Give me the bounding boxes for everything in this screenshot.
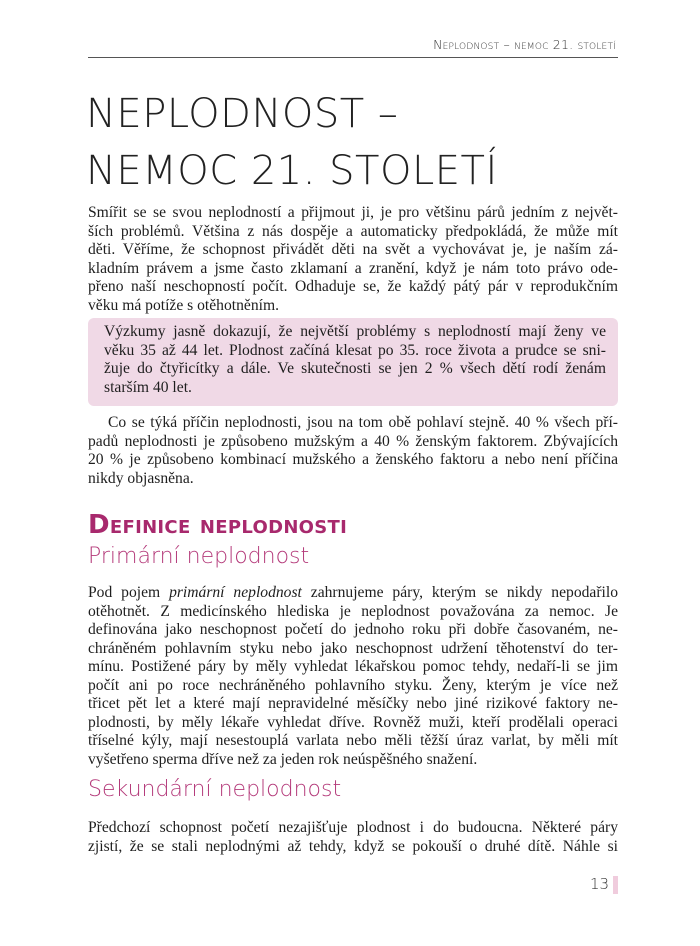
intro-paragraph xyxy=(88,204,618,315)
text-line: mínu. Postižené páry by měly vyhledat lékařskou pomoc tehdy, nedaří-li se jim xyxy=(88,658,618,675)
title-line: NEPLODNOST – xyxy=(86,91,399,137)
text-segment: zahrnujeme páry, kterým se nikdy nepodařilo xyxy=(301,584,618,601)
text-line: tříselné kýly, mají nesestouplá varlata nebo měli těžší úraz varlat, by měli mít xyxy=(88,732,618,749)
text-line: starším 40 let. xyxy=(104,378,192,396)
text-segment: Pod pojem xyxy=(88,584,170,601)
text-line: zjistí, že se stali neplodnými až tehdy, když se pokouší o druhé dítě. Náhle si xyxy=(88,837,618,855)
text-line: Smířit se se svou neplodností a přijmout ji, je pro většinu párů jedním z největ- xyxy=(88,204,618,221)
text-line: počít ani po roce nechráněného pohlavního styku. Ženy, kterým je více než xyxy=(88,676,618,694)
text-line: děti. Věříme, že schopnost přivádět děti na svět a vychovávat je, je naším zá- xyxy=(88,241,618,258)
text-line: definována jako neschopnost početí do jednoho roku při dobře časovaném, ne- xyxy=(88,621,618,638)
running-head: Neplodnost – nemoc 21. století xyxy=(433,37,616,52)
subsection-heading-primary: Primární neplodnost xyxy=(88,544,310,569)
subsection-heading-secondary: Sekundární neplodnost xyxy=(88,777,342,802)
text-line: přeno naší neschopností počít. Odhaduje se, že každý pátý pár v reprodukčním xyxy=(88,278,618,295)
text-line: Co se týká příčin neplodnosti, jsou na tom obě pohlaví stejně. 40 % všech pří- xyxy=(108,414,618,431)
text-line: žuje do čtyřicítky a dále. Ve skutečnosti se jen 2 % všech dětí rodí ženám xyxy=(104,360,606,377)
text-line: nikdy objasněna. xyxy=(88,469,194,487)
text-line: věku 35 až 44 let. Plodnost začíná klesat po 35. roce života a prudce se sni- xyxy=(104,341,606,359)
text-line: ších problémů. Většina z nás dospěje a automaticky předpokládá, že může mít xyxy=(88,222,618,240)
text-line: věku má potíže s otěhotněním. xyxy=(88,296,279,314)
text-line: Předchozí schopnost početí nezajišťuje plodnost i do budoucna. Některé páry xyxy=(88,819,618,836)
text-line: vyšetřeno sperma dříve než za jeden rok neúspěšného snažení. xyxy=(88,750,478,768)
highlight-box xyxy=(88,318,618,406)
page-number: 13 xyxy=(590,875,610,893)
text-line xyxy=(88,584,618,603)
causes-paragraph xyxy=(88,414,618,488)
primary-paragraph xyxy=(88,584,618,769)
text-line: třicet pět let a které mají nepravidelné měsíčky nebo jiné rizikové faktory ne- xyxy=(88,695,618,712)
page-marker-bar xyxy=(613,876,618,894)
text-line: otěhotnět. Z medicínského hlediska je neplodnost považována za nemoc. Je xyxy=(88,602,618,620)
header-rule xyxy=(88,57,618,58)
text-line: plodnosti, by měly lékaře vyhledat dříve. Rovněž muži, kteří prodělali operaci xyxy=(88,713,618,731)
secondary-paragraph xyxy=(88,819,618,856)
text-line: padů neplodnosti je způsobeno mužským a 40 % ženským faktorem. Zbývajících xyxy=(88,432,618,450)
section-heading: Definice neplodnosti xyxy=(88,510,348,540)
text-line: Výzkumy jasně dokazují, že největší problémy s neplodností mají ženy ve xyxy=(104,323,606,340)
title-line: NEMOC 21. STOLETÍ xyxy=(86,148,498,194)
text-line: 20 % je způsobeno kombinací mužského a ženského faktoru a nebo není příčina xyxy=(88,451,618,468)
text-line: chráněném pohlavním styku nebo jako neschopnost udržení těhotenství do ter- xyxy=(88,639,618,657)
page-title xyxy=(86,86,498,200)
text-line: kladním právem a jsme často zklamaní a zranění, když je nám toto právo ode- xyxy=(88,259,618,277)
italic-term: primární neplodnost xyxy=(169,584,302,601)
